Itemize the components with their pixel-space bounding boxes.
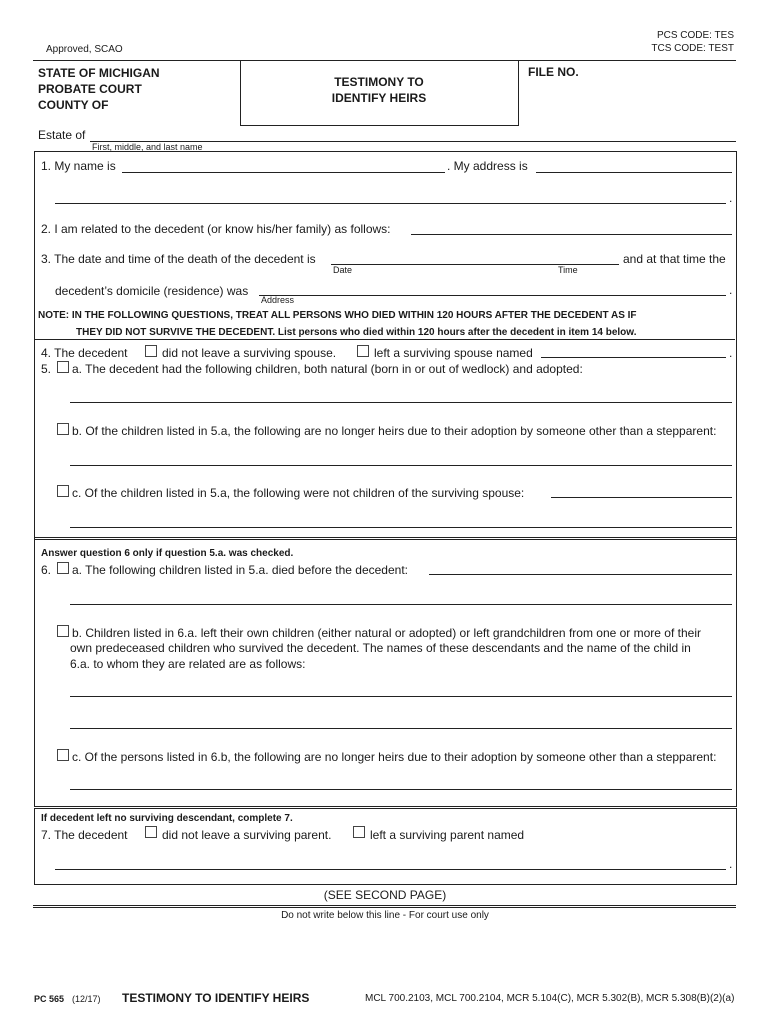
note-divider bbox=[35, 339, 735, 340]
court-use-rule-1 bbox=[33, 905, 736, 906]
q3-label: 3. The date and time of the death of the decedent is bbox=[41, 252, 316, 266]
q5c-field-2[interactable] bbox=[70, 527, 732, 528]
q3-domicile-field[interactable] bbox=[259, 295, 726, 296]
q6b-label-2: own predeceased children who survived the decedent. The names of these descendants and the name of the child in bbox=[70, 641, 691, 655]
title-line-2: IDENTIFY HEIRS bbox=[331, 91, 427, 105]
q7-parent-name-field[interactable] bbox=[55, 869, 726, 870]
header-top-rule bbox=[33, 60, 736, 61]
q1-name-field[interactable] bbox=[122, 172, 445, 173]
note-line-1: NOTE: IN THE FOLLOWING QUESTIONS, TREAT ALL PERSONS WHO DIED WITHIN 120 HOURS AFTER THE DECEDENT AS IF bbox=[38, 310, 637, 321]
q4-end-period: . bbox=[729, 346, 733, 360]
q4-spouse-checkbox[interactable] bbox=[357, 345, 369, 357]
q1-name-label: 1. My name is bbox=[41, 159, 116, 173]
q4-no-spouse-checkbox[interactable] bbox=[145, 345, 157, 357]
footer-title: TESTIMONY TO IDENTIFY HEIRS bbox=[122, 991, 310, 1005]
q7-end-period: . bbox=[729, 857, 733, 871]
q4-no-spouse-label: did not leave a surviving spouse. bbox=[162, 346, 337, 360]
court-block bbox=[38, 65, 160, 113]
q3-date-sublabel: Date bbox=[333, 265, 353, 275]
file-no-label: FILE NO. bbox=[528, 65, 579, 79]
q4-spouse-name-field[interactable] bbox=[541, 357, 726, 358]
q6c-checkbox[interactable] bbox=[57, 749, 69, 761]
q6c-label: c. Of the persons listed in 6.b, the following are no longer heirs due to their adoption by someone other than a stepparent: bbox=[72, 750, 717, 764]
q3-after-label: and at that time the bbox=[623, 252, 726, 266]
estate-sublabel: First, middle, and last name bbox=[92, 142, 203, 152]
q5c-label: c. Of the children listed in 5.a, the following were not children of the surviving spouse: bbox=[72, 486, 525, 500]
q6c-field[interactable] bbox=[70, 789, 732, 790]
tcs-code: TCS CODE: TEST bbox=[651, 43, 734, 54]
q6b-checkbox[interactable] bbox=[57, 625, 69, 637]
footer-references: MCL 700.2103, MCL 700.2104, MCR 5.104(C), MCR 5.302(B), MCR 5.308(B)(2)(a) bbox=[365, 993, 735, 1004]
q1-address-label: . My address is bbox=[447, 159, 528, 173]
q5-number: 5. bbox=[41, 362, 52, 376]
q7-intro: If decedent left no surviving descendant, complete 7. bbox=[41, 813, 293, 824]
q6b-field[interactable] bbox=[70, 696, 732, 697]
q7-parent-label: left a surviving parent named bbox=[370, 828, 525, 842]
q6-intro: Answer question 6 only if question 5.a. was checked. bbox=[41, 548, 294, 559]
q5a-field[interactable] bbox=[70, 402, 732, 403]
q6a-checkbox[interactable] bbox=[57, 562, 69, 574]
q1-address-field-2[interactable] bbox=[55, 203, 726, 204]
court-name: PROBATE COURT bbox=[38, 82, 142, 96]
q7-no-parent-checkbox[interactable] bbox=[145, 826, 157, 838]
q6b-label-1: b. Children listed in 6.a. left their own children (either natural or adopted) or left grandchildren from one or more of their bbox=[72, 626, 701, 640]
court-use-rule-2 bbox=[33, 907, 736, 908]
title-line-1: TESTIMONY TO bbox=[334, 75, 424, 89]
q7-label: 7. The decedent bbox=[41, 828, 128, 842]
q6a-label: a. The following children listed in 5.a. died before the decedent: bbox=[72, 563, 408, 577]
q6b-field-2[interactable] bbox=[70, 728, 732, 729]
section-q6 bbox=[34, 537, 737, 807]
q1-address-field[interactable] bbox=[536, 172, 732, 173]
q4-spouse-label: left a surviving spouse named bbox=[374, 346, 533, 360]
q1-end-period: . bbox=[729, 191, 733, 205]
q5a-checkbox[interactable] bbox=[57, 361, 69, 373]
q5a-label: a. The decedent had the following children, both natural (born in or out of wedlock) and adopted: bbox=[72, 362, 583, 376]
q5c-field[interactable] bbox=[551, 497, 732, 498]
header-divider-right bbox=[518, 60, 519, 126]
court-use-notice: Do not write below this line - For court use only bbox=[281, 910, 489, 921]
q2-label: 2. I am related to the decedent (or know his/her family) as follows: bbox=[41, 222, 391, 236]
q3-time-sublabel: Time bbox=[558, 265, 578, 275]
q5c-checkbox[interactable] bbox=[57, 485, 69, 497]
q6b-label-3: 6.a. to whom they are related are as follows: bbox=[70, 657, 306, 671]
q3-address-sublabel: Address bbox=[261, 295, 295, 305]
page-title bbox=[240, 74, 518, 106]
q5b-field[interactable] bbox=[70, 465, 732, 466]
see-second-page: (SEE SECOND PAGE) bbox=[323, 888, 447, 902]
approved-label: Approved, SCAO bbox=[46, 44, 123, 55]
file-no-field[interactable] bbox=[600, 62, 732, 122]
q7-parent-checkbox[interactable] bbox=[353, 826, 365, 838]
footer-form-number: PC 565 bbox=[34, 994, 65, 1004]
note-line-2: THEY DID NOT SURVIVE THE DECEDENT. List persons who died within 120 hours after the decedent in item 14 below. bbox=[76, 327, 637, 338]
q4-label: 4. The decedent bbox=[41, 346, 128, 360]
court-state: STATE OF MICHIGAN bbox=[38, 66, 160, 80]
q7-no-parent-label: did not leave a surviving parent. bbox=[162, 828, 332, 842]
q3-domicile-label: decedent’s domicile (residence) was bbox=[55, 284, 249, 298]
q6a-field-2[interactable] bbox=[70, 604, 732, 605]
q6a-field[interactable] bbox=[429, 574, 732, 575]
q5b-label: b. Of the children listed in 5.a, the following are no longer heirs due to their adoption by someone other than a stepparent: bbox=[72, 424, 717, 438]
footer-revision: (12/17) bbox=[72, 994, 101, 1004]
court-county: COUNTY OF bbox=[38, 98, 109, 112]
header-title-bottom-rule bbox=[240, 125, 518, 126]
q5b-checkbox[interactable] bbox=[57, 423, 69, 435]
pcs-code: PCS CODE: TES bbox=[656, 30, 734, 41]
q6-number: 6. bbox=[41, 563, 52, 577]
estate-label: Estate of bbox=[38, 128, 86, 142]
q3-end-period: . bbox=[729, 283, 733, 297]
q2-relation-field[interactable] bbox=[411, 234, 732, 235]
